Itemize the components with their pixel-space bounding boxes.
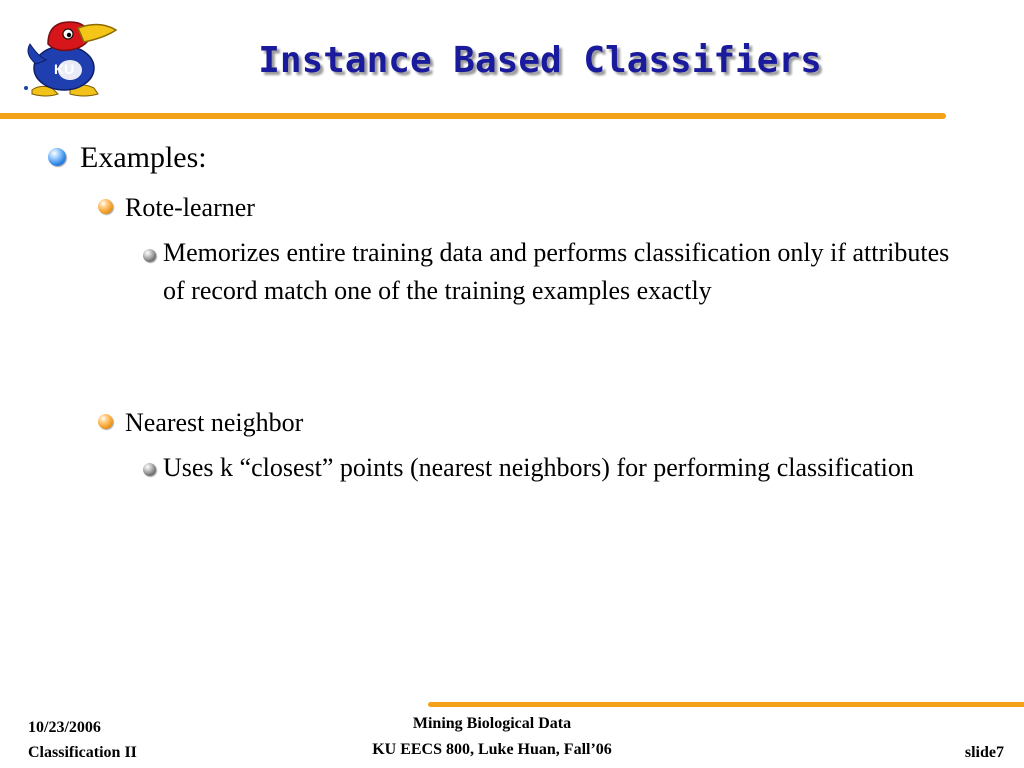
slide-title: Instance Based Classifiers	[258, 40, 822, 81]
level1-label: Examples:	[80, 141, 207, 174]
item-nearest-neighbor-detail: Uses k “closest” points (nearest neighbors) for performing classification	[163, 453, 914, 482]
item-rote-learner-label: Rote-learner	[125, 193, 255, 222]
level1-bullet-icon	[48, 148, 66, 166]
footer-topic: Classification II	[28, 744, 137, 761]
footer-course-title: Mining Biological Data	[412, 715, 572, 732]
level3-bullet-icon	[143, 249, 156, 262]
footer-course-info: KU EECS 800, Luke Huan, Fall’06	[372, 741, 612, 758]
level2-bullet-icon	[98, 199, 113, 214]
slide-number: slide7	[964, 744, 1004, 761]
item-rote-learner-detail: Memorizes entire training data and performs classification only if attributes of record match one of the training examples exactly	[163, 238, 950, 305]
level3-bullet-icon	[143, 463, 156, 476]
footer-divider	[428, 702, 1024, 707]
level2-bullet-icon	[98, 414, 113, 429]
logo-ku-text: KU	[54, 61, 75, 77]
item-nearest-neighbor-label: Nearest neighbor	[125, 408, 304, 437]
footer-date: 10/23/2006	[28, 719, 101, 736]
